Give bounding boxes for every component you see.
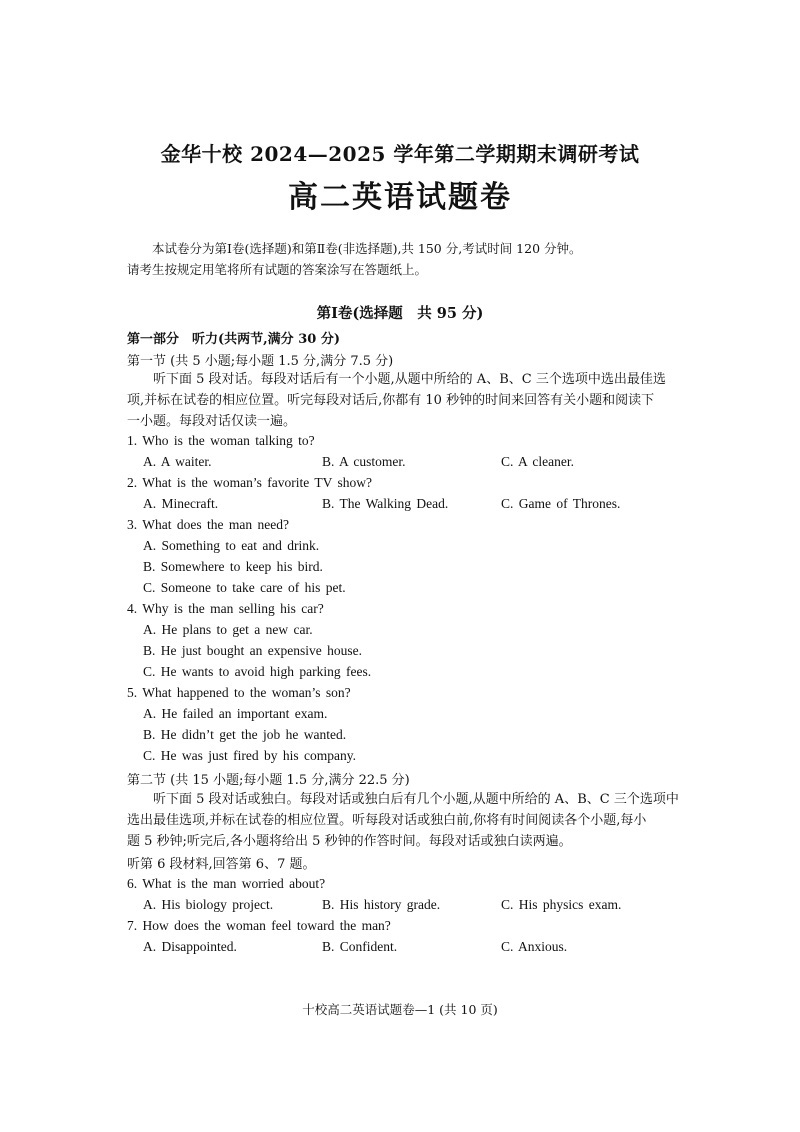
question-2: 2. What is the woman’s favorite TV show? (127, 475, 372, 490)
question-6-option-c: C. His physics exam. (501, 897, 622, 912)
question-7-option-b: B. Confident. (322, 939, 398, 954)
question-1-option-a: A. A waiter. (143, 454, 212, 469)
question-3: 3. What does the man need? (127, 517, 289, 532)
subsection-2-instructions (127, 789, 687, 852)
question-2-option-a: A. Minecraft. (143, 496, 219, 511)
question-3-option-b: B. Somewhere to keep his bird. (143, 559, 323, 574)
question-7: 7. How does the woman feel toward the man? (127, 918, 391, 933)
question-3-option-c: C. Someone to take care of his pet. (143, 580, 346, 595)
subsection-1-heading: 第一节 (共 5 小题;每小题 1.5 分,满分 7.5 分) (127, 354, 394, 369)
subsection-2-heading: 第二节 (共 15 小题;每小题 1.5 分,满分 22.5 分) (127, 773, 410, 788)
question-1: 1. Who is the woman talking to? (127, 433, 315, 448)
question-1-option-c: C. A cleaner. (501, 454, 574, 469)
question-7-option-a: A. Disappointed. (143, 939, 237, 954)
question-1-option-b: B. A customer. (322, 454, 406, 469)
question-5-option-c: C. He was just fired by his company. (143, 748, 356, 763)
instruction-line: 听下面 5 段对话。每段对话后有一个小题,从题中所给的 A、B、C 三个选项中选出最佳选 (153, 372, 666, 387)
question-5: 5. What happened to the woman’s son? (127, 685, 351, 700)
section-title: 第Ⅰ卷(选择题 共 95 分) (316, 305, 484, 322)
question-7-option-c: C. Anxious. (501, 939, 568, 954)
question-4: 4. Why is the man selling his car? (127, 601, 324, 616)
instruction-line: 题 5 秒钟;听完后,各小题将给出 5 秒钟的作答时间。每段对话或独白读两遍。 (127, 834, 572, 849)
question-4-option-a: A. He plans to get a new car. (143, 622, 313, 637)
question-4-option-c: C. He wants to avoid high parking fees. (143, 664, 372, 679)
intro-line-1: 本试卷分为第Ⅰ卷(选择题)和第Ⅱ卷(非选择题),共 150 分,考试时间 120 分钟。 (152, 241, 582, 256)
part-1-heading: 第一部分 听力(共两节,满分 30 分) (127, 332, 340, 347)
exam-subtitle: 高二英语试题卷 (288, 180, 512, 215)
question-6-option-a: A. His biology project. (143, 897, 274, 912)
question-4-option-b: B. He just bought an expensive house. (143, 643, 362, 658)
instruction-line: 选出最佳选项,并标在试卷的相应位置。听每段对话或独白前,你将有时间阅读各个小题,每小 (127, 813, 647, 828)
intro-line-2: 请考生按规定用笔将所有试题的答案涂写在答题纸上。 (127, 262, 428, 277)
question-5-option-b: B. He didn’t get the job he wanted. (143, 727, 347, 742)
material-6-heading: 听第 6 段材料,回答第 6、7 题。 (127, 857, 316, 872)
question-6-option-b: B. His history grade. (322, 897, 441, 912)
page-footer: 十校高二英语试题卷—1 (共 10 页) (302, 1002, 498, 1017)
instruction-line: 听下面 5 段对话或独白。每段对话或独白后有几个小题,从题中所给的 A、B、C 三个选项中 (153, 792, 679, 807)
instruction-line: 项,并标在试卷的相应位置。听完每段对话后,你都有 10 秒钟的时间来回答有关小题和阅读下 (127, 393, 655, 408)
question-2-option-b: B. The Walking Dead. (322, 496, 449, 511)
question-6: 6. What is the man worried about? (127, 876, 326, 891)
exam-title: 金华十校 2024—2025 学年第二学期期末调研考试 (160, 142, 640, 166)
question-2-option-c: C. Game of Thrones. (501, 496, 621, 511)
instruction-line: 一小题。每段对话仅读一遍。 (127, 414, 297, 429)
question-5-option-a: A. He failed an important exam. (143, 706, 328, 721)
exam-intro (127, 238, 687, 280)
question-3-option-a: A. Something to eat and drink. (143, 538, 320, 553)
subsection-1-instructions (127, 369, 687, 432)
